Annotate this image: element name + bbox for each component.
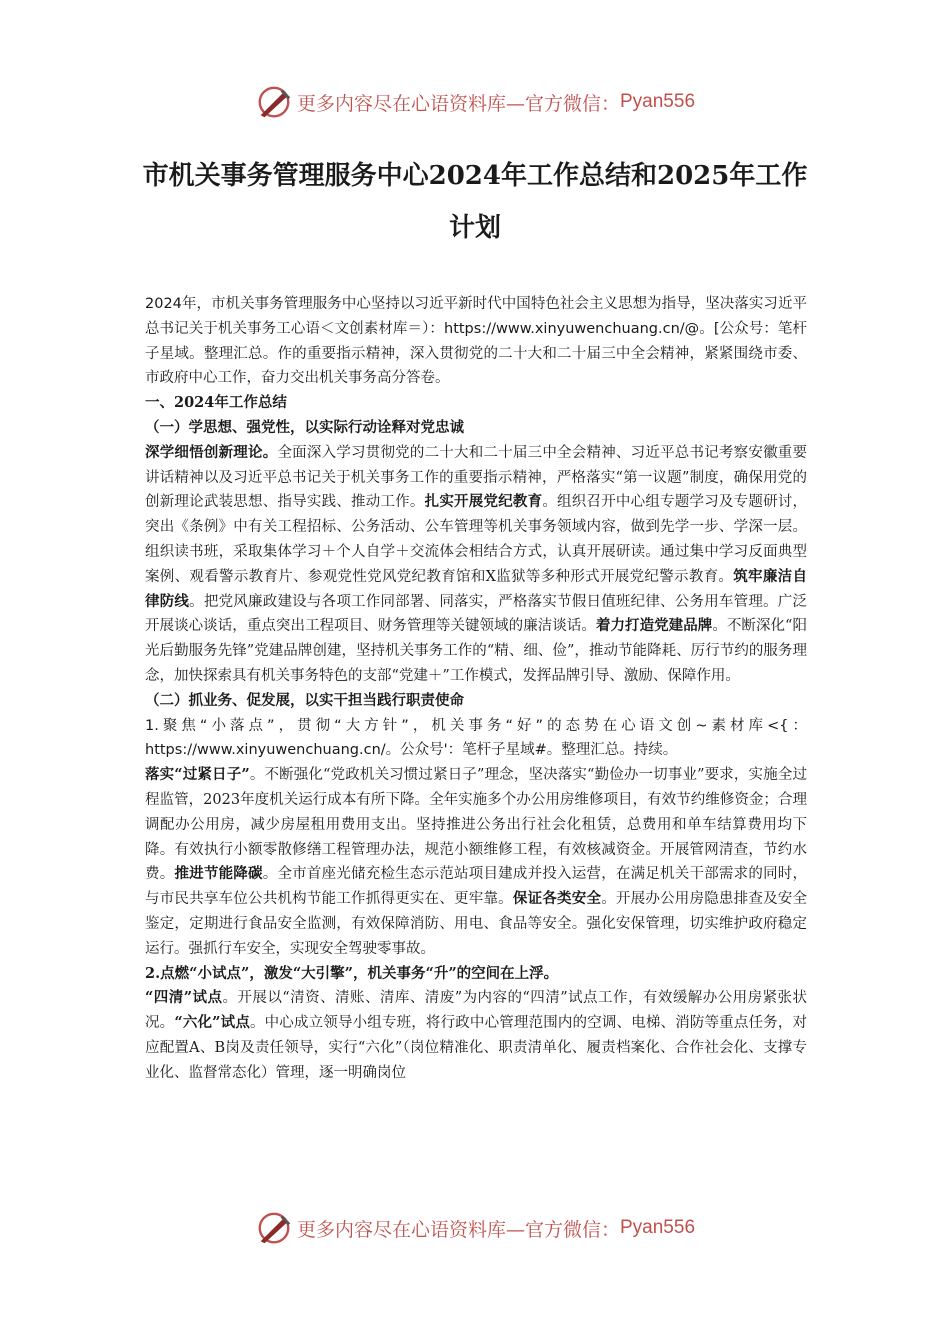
banner-wechat-id: Pyan556 (620, 1217, 696, 1238)
header-watermark-banner (0, 82, 950, 122)
footer-watermark-banner (0, 1208, 950, 1248)
paragraph-frugality (145, 763, 807, 961)
subsection-heading-2: （二）抓业务、促发展，以实干担当践行职责使命 (145, 691, 464, 709)
lead-four-clear-pilot: “四清”试点 (145, 989, 223, 1007)
paragraph-party-building (145, 441, 807, 689)
paragraph-text: 。把党风廉政建设与各项工作同部署、同落实，严格落实节假日值班纪律、公务用车管理。广泛开展谈心谈话，重点突出工程项目、财务管理等关键领域的廉洁谈话。 (145, 593, 808, 635)
lead-energy-saving: 推进节能降碳 (174, 865, 263, 883)
paragraph-pilots (145, 986, 807, 1085)
lead-tight-budget: 落实“过紧日子” (145, 766, 250, 784)
paragraph-text: 。中心成立领导小组专班，将行政中心管理范围内的空调、电梯、消防等重点任务，对应配置A、B岗及责任领导，实行“六化”（岗位精准化、职责清单化、履责档案化、合作社会化、支撑专业化、监督常态化）管理，逐一明确岗位 (145, 1015, 807, 1081)
lead-integrity-defense: 筑牢廉洁自律防线 (145, 567, 807, 610)
section-heading-1: 一、2024年工作总结 (145, 394, 287, 412)
lead-party-brand: 着力打造党建品牌 (595, 617, 713, 635)
item-heading-1: 1.聚焦“小落点”，贯彻“大方针”，机关事务“好”的态势在心语文创~素材库<{：https://www.xinyuwenchuang.cn/。公众号'：笔杆子星域#。整理汇总。持续。 (145, 717, 807, 759)
pen-logo-icon (255, 1209, 293, 1247)
banner-wechat-id: Pyan556 (620, 91, 696, 112)
intro-paragraph: 2024年，市机关事务管理服务中心坚持以习近平新时代中国特色社会主义思想为指导，坚决落实习近平总书记关于机关事务工心语＜文创素材库＝）：https://www.xinyuwenchuang.cn/@。[公众号：笔杆子星域。整理汇总。作的重要指示精神，深入贯彻党的二十大和二十届三中全会精神，紧紧围绕市委、市政府中心工作，奋力交出机关事务高分答卷。 (145, 296, 807, 387)
lead-discipline-education: 扎实开展党纪教育 (424, 493, 543, 511)
banner-text: 更多内容尽在心语资料库—官方微信： (296, 92, 620, 115)
paragraph-text: 。全市首座光储充检生态示范站项目建成并投入运营，在满足机关干部需求的同时，与市民共享车位公共机构节能工作抓得更实在、更牢靠。 (145, 866, 808, 908)
item-heading-2: 2.点燃“小试点”，激发“大引擎”，机关事务“升”的空间在上浮。 (145, 964, 559, 982)
subsection-heading-1: （一）学思想、强党性，以实际行动诠释对党忠诚 (145, 418, 464, 436)
document-body (145, 292, 807, 1086)
lead-safety: 保证各类安全 (512, 890, 602, 908)
document-title: 市机关事务管理服务中心2024年工作总结和2025年工作计划 (142, 161, 808, 243)
lead-innovation-theory: 深学细悟创新理论。 (145, 443, 278, 461)
paragraph-text: 。开展办公用房隐患排查及安全鉴定，定期进行食品安全监测，有效保障消防、用电、食品等安全。强化安保管理，切实维护政府稳定运行。强抓行车安全，实现安全驾驶零事故。 (145, 891, 808, 957)
paragraph-text: 。不断强化“党政机关习惯过紧日子”理念，坚决落实“勤俭办一切事业”要求，实施全过程监管，2023年度机关运行成本有所下降。全年实施多个办公用房维修项目，有效节约维修资金；合理调配办公用房，减少房屋租用费用支出。坚持推进公务出行社会化租赁，总费用和单车结算费用均下降。有效执行小额零散修缮工程管理办法，规范小额维修工程，有效核减资金。开展管网清查，节约水费。 (145, 767, 807, 883)
paragraph-text: 。开展以“清资、清账、清库、清废”为内容的“四清”试点工作，有效缓解办公用房紧张状况。 (145, 990, 807, 1032)
pen-logo-icon (255, 83, 293, 121)
paragraph-text: 。不断深化“阳光后勤服务先锋”党建品牌创建，坚持机关事务工作的“精、细、俭”，推动节能降耗、厉行节约的服务理念，加快探索具有机关事务特色的支部“党建＋”工作模式，发挥品牌引导、激励、保障作用。 (145, 618, 808, 684)
lead-six-ization-pilot: “六化”试点 (174, 1014, 250, 1032)
paragraph-text: 全面深入学习贯彻党的二十大和二十届三中全会精神、习近平总书记考察安徽重要讲话精神以及习近平总书记关于机关事务工作的重要指示精神，严格落实“第一议题”制度，确保用党的创新理论武装思想、指导实践、推动工作。 (145, 444, 808, 511)
paragraph-text: 。组织召开中心组专题学习及专题研讨，突出《条例》中有关工程招标、公务活动、公车管理等机关事务领域内容，做到先学一步、学深一层。组织读书班，采取集体学习＋个人自学＋交流体会相结合方式，认真开展研读。通过集中学习反面典型案例、观看警示教育片、参观党性党风党纪教育馆和X监狱等多种形式开展党纪警示教育。 (145, 494, 808, 585)
banner-text: 更多内容尽在心语资料库—官方微信： (296, 1218, 620, 1241)
